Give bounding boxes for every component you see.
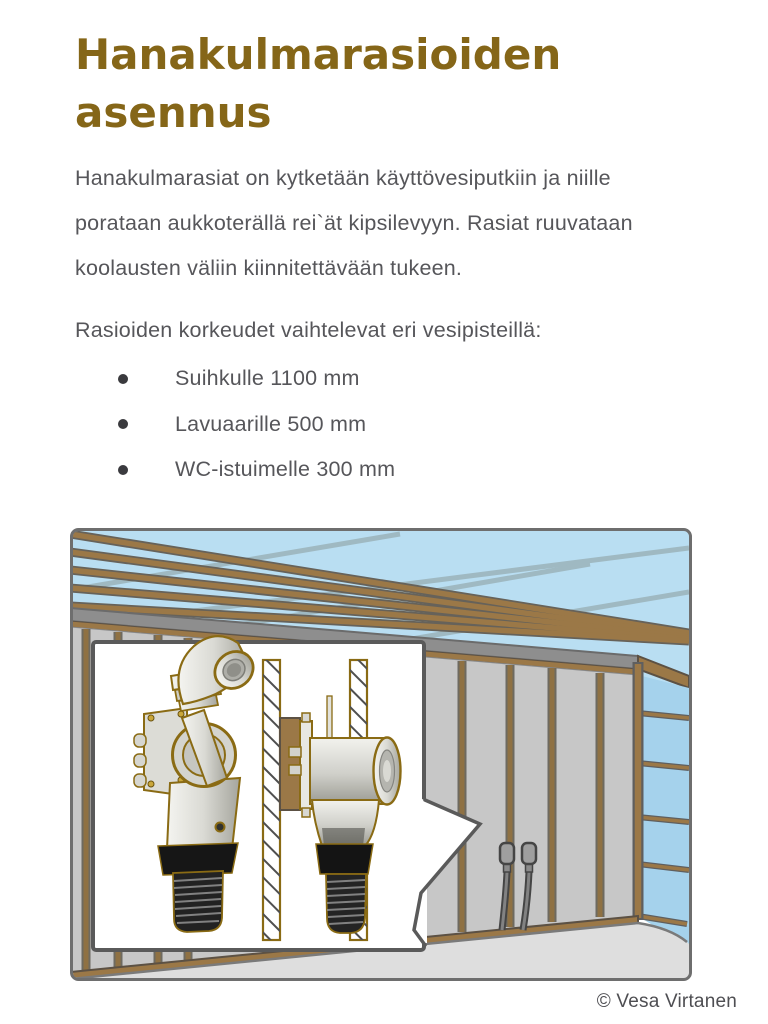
bullet-text: Lavuaarille 500 mm [175,411,367,436]
fixing-pin [327,696,332,742]
black-collar [316,844,373,874]
illustration-svg [70,528,692,981]
height-bullet-list [118,356,618,493]
list-item [118,447,618,493]
window-corner [638,662,689,948]
bullet-icon [118,419,128,429]
support-block [280,718,300,810]
list-item [118,402,618,448]
pipe-cap [500,843,514,864]
list-heading: Rasioiden korkeudet vaihtelevat eri vesipisteillä: [75,318,542,342]
pipe-cap [522,843,536,864]
copyright-notice: © Vesa Virtanen [596,991,737,1012]
intro-paragraph: Hanakulmarasiat on kytketään käyttövesiputkiin ja niille porataan aukkoterällä rei`ät kipsilevyyn. Rasiat ruuvataan koolausten väliin kiinnitettävään tukeen. [75,166,633,280]
installation-illustration [70,528,692,981]
bullet-text: WC-istuimelle 300 mm [175,457,396,482]
list-item [118,356,618,402]
bullet-text: Suihkulle 1100 mm [175,366,360,391]
bullet-icon [118,465,128,475]
page-title: Hanakulmarasioiden asennus [75,30,562,137]
fixture-body [167,778,240,849]
bullet-icon [118,374,128,384]
black-collar [158,843,238,875]
